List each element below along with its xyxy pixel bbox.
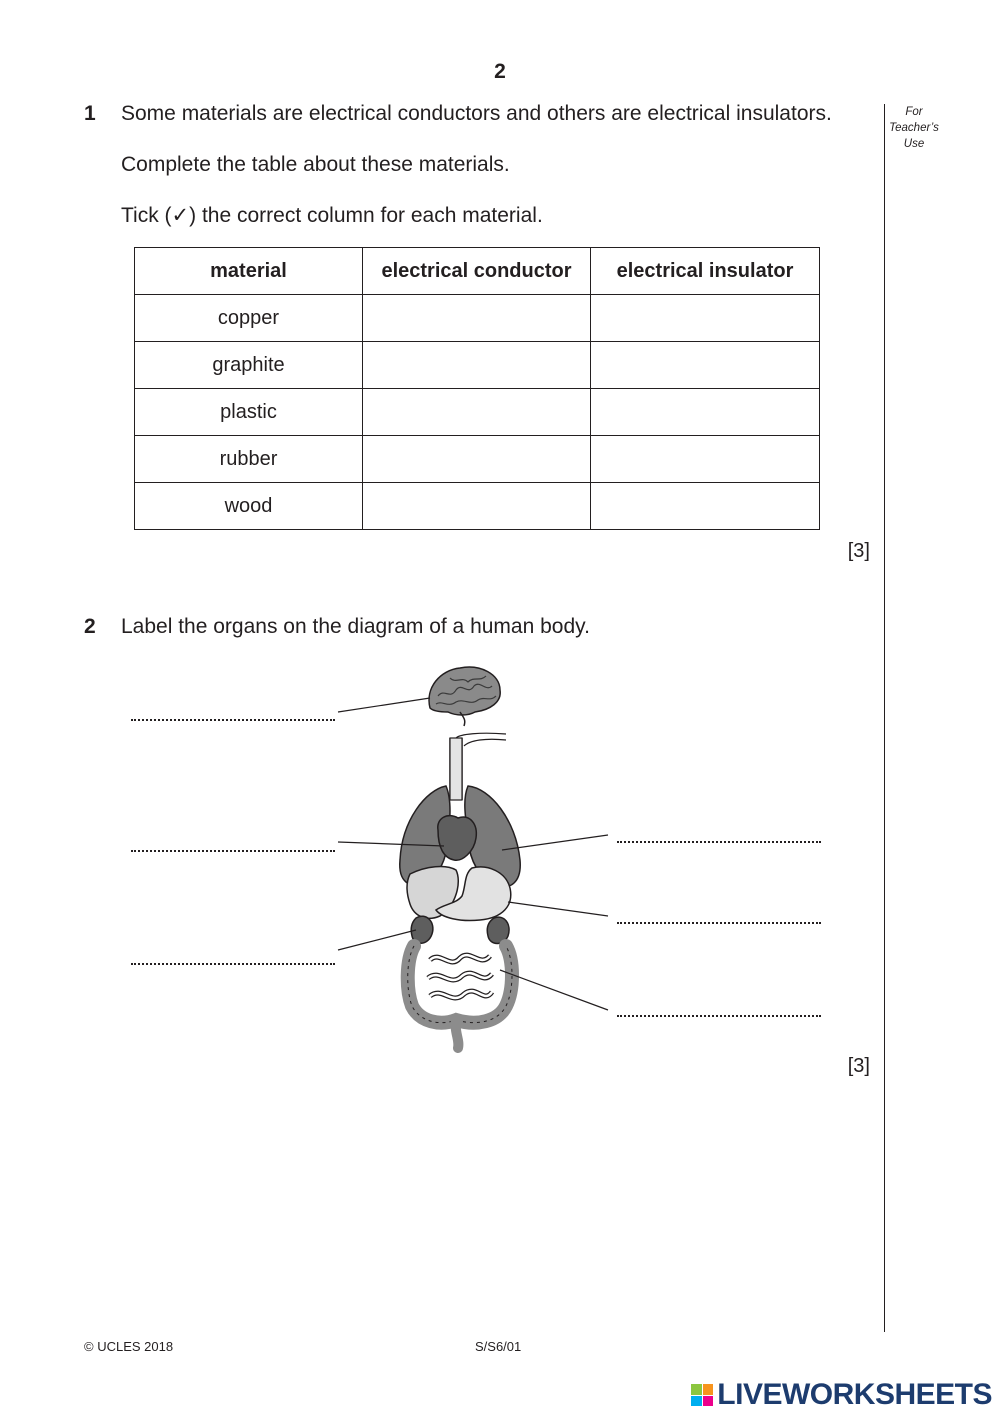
conductor-tick-cell[interactable] (363, 295, 591, 342)
question-1-number: 1 (84, 102, 96, 125)
material-name: rubber (135, 436, 363, 483)
question-1-marks: [3] (847, 540, 870, 562)
teacher-use-line-1: For (905, 106, 923, 118)
small-intestine-illustration (428, 955, 492, 998)
copyright-footer: © UCLES 2018 (84, 1339, 174, 1354)
table-row (135, 389, 820, 436)
materials-table (134, 247, 820, 530)
insulator-tick-cell[interactable] (591, 436, 820, 483)
paper-code-footer: S/S6/01 (475, 1339, 522, 1354)
material-name: plastic (135, 389, 363, 436)
conductor-tick-cell[interactable] (363, 436, 591, 483)
question-2-text: Label the organs on the diagram of a human body. (121, 615, 590, 638)
teacher-use-note (886, 104, 942, 152)
conductor-tick-cell[interactable] (363, 389, 591, 436)
margin-rule (884, 104, 885, 1332)
question-1-tick-instruction: Tick (✓) the correct column for each material. (121, 204, 543, 227)
insulator-tick-cell[interactable] (591, 295, 820, 342)
question-1-intro: Some materials are electrical conductors and others are electrical insulators. (121, 102, 832, 125)
insulator-tick-cell[interactable] (591, 483, 820, 530)
insulator-tick-cell[interactable] (591, 342, 820, 389)
teacher-use-line-2: Teacher’s (889, 122, 939, 134)
organ-label-line-brain[interactable] (131, 719, 335, 721)
liveworksheets-logo-icon (691, 1384, 713, 1406)
table-row (135, 295, 820, 342)
question-1-instruction: Complete the table about these materials. (121, 153, 510, 176)
human-organs-diagram (330, 660, 620, 1060)
material-name: copper (135, 295, 363, 342)
table-row (135, 342, 820, 389)
header-electrical-conductor: electrical conductor (363, 248, 591, 295)
organ-label-line-lung[interactable] (617, 841, 821, 843)
question-2-number: 2 (84, 615, 96, 638)
teacher-use-line-3: Use (903, 138, 925, 150)
rectum-illustration (456, 1020, 459, 1048)
page-number: 2 (494, 60, 506, 83)
question-2-marks: [3] (847, 1055, 870, 1077)
liveworksheets-brand (691, 1378, 992, 1412)
material-name: wood (135, 483, 363, 530)
table-header-row (135, 248, 820, 295)
table-row (135, 436, 820, 483)
organ-label-line-kidney[interactable] (131, 963, 335, 965)
material-name: graphite (135, 342, 363, 389)
brand-name: LIVEWORKSHEETS (717, 1378, 992, 1411)
conductor-tick-cell[interactable] (363, 342, 591, 389)
insulator-tick-cell[interactable] (591, 389, 820, 436)
organ-label-line-stomach[interactable] (617, 922, 821, 924)
header-electrical-insulator: electrical insulator (591, 248, 820, 295)
brain-illustration (429, 667, 500, 726)
conductor-tick-cell[interactable] (363, 483, 591, 530)
organ-label-line-heart[interactable] (131, 850, 335, 852)
organ-label-line-intestine[interactable] (617, 1015, 821, 1017)
table-row (135, 483, 820, 530)
header-material: material (135, 248, 363, 295)
